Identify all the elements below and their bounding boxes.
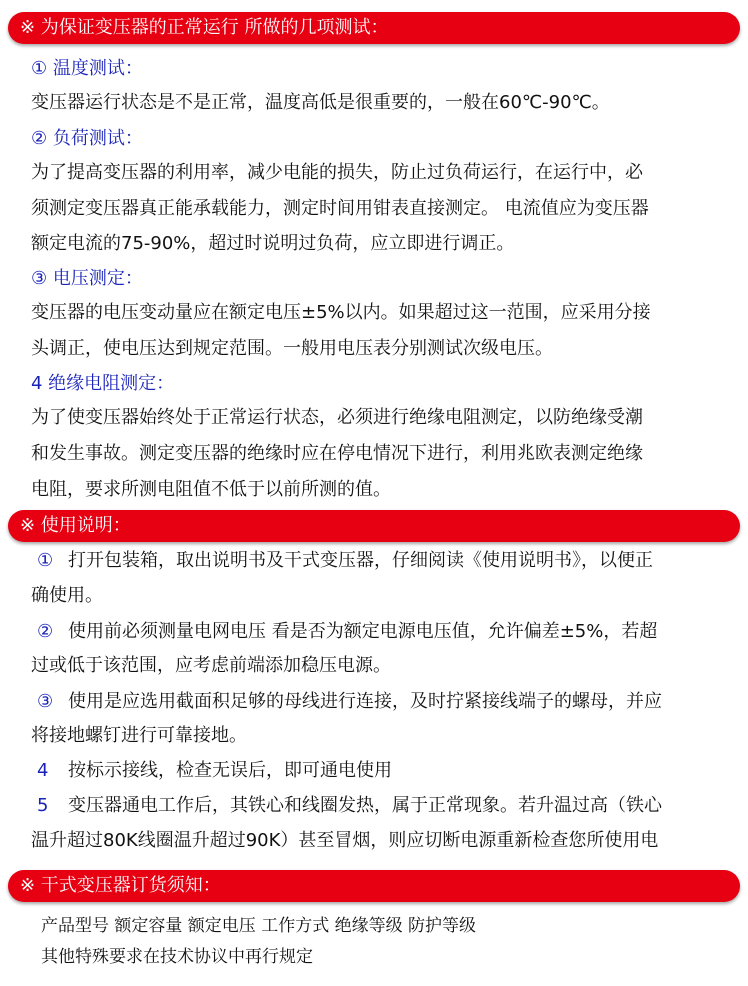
ordering-note: 其他特殊要求在技术协议中再行规定 bbox=[41, 947, 313, 967]
voltage-text-line: 头调正，使电压达到规定范围。一般用电压表分别测试次级电压。 bbox=[31, 338, 553, 359]
ordering-fields: 产品型号 额定容量 额定电压 工作方式 绝缘等级 防护等级 bbox=[41, 916, 477, 936]
insulation-text-line: 和发生事故。测定变压器的绝缘时应在停电情况下进行，利用兆欧表测定绝缘 bbox=[31, 443, 643, 464]
usage-item-text: 使用前必须测量电网电压 看是否为额定电源电压值，允许偏差±5%，若超 bbox=[68, 621, 658, 642]
load-text-line: 为了提高变压器的利用率，减少电能的损失，防止过负荷运行，在运行中，必 bbox=[31, 162, 643, 183]
usage-item-3-cont: 将接地螺钉进行可靠接地。 bbox=[31, 725, 247, 746]
section-banner-ordering: ※ 干式变压器订货须知： bbox=[8, 870, 740, 902]
usage-item-text: 打开包装箱，取出说明书及干式变压器，仔细阅读《使用说明书》，以便正 bbox=[68, 550, 653, 571]
insulation-text-line: 电阻，要求所测电阻值不低于以前所测的值。 bbox=[31, 479, 391, 500]
heading-voltage-test: ③ 电压测定： bbox=[31, 268, 143, 289]
usage-item-text: 变压器通电工作后，其铁心和线圈发热，属于正常现象。若升温过高（铁心 bbox=[68, 795, 662, 816]
usage-item-text: 按标示接线，检查无误后，即可通电使用 bbox=[68, 760, 392, 781]
item-number: ① bbox=[37, 550, 54, 571]
usage-item-5-cont: 温升超过80K线圈温升超过90K）甚至冒烟，则应切断电源重新检查您所使用电 bbox=[31, 830, 659, 851]
usage-item-1 bbox=[37, 547, 653, 575]
item-number: ② bbox=[37, 621, 54, 642]
section-banner-tests: ※ 为保证变压器的正常运行 所做的几项测试： bbox=[8, 12, 740, 44]
usage-item-text: 使用是应选用截面积足够的母线进行连接，及时拧紧接线端子的螺母，并应 bbox=[68, 691, 662, 712]
heading-load-test: ② 负荷测试： bbox=[31, 128, 143, 149]
usage-item-5 bbox=[37, 792, 662, 820]
load-text-line: 额定电流的75-90%，超过时说明过负荷，应立即进行调正。 bbox=[31, 233, 515, 254]
usage-item-2-cont: 过或低于该范围，应考虑前端添加稳压电源。 bbox=[31, 655, 391, 676]
voltage-text-line: 变压器的电压变动量应在额定电压±5%以内。如果超过这一范围，应采用分接 bbox=[31, 302, 651, 323]
item-number: ③ bbox=[37, 691, 54, 712]
item-number: 4 bbox=[37, 760, 49, 781]
section-banner-usage: ※ 使用说明： bbox=[8, 510, 740, 542]
item-number: 5 bbox=[37, 795, 49, 816]
load-text-line: 须测定变压器真正能承载能力，测定时间用钳表直接测定。 电流值应为变压器 bbox=[31, 198, 649, 219]
heading-temperature-test: ① 温度测试： bbox=[31, 58, 143, 79]
usage-item-3 bbox=[37, 688, 662, 716]
insulation-text-line: 为了使变压器始终处于正常运行状态，必须进行绝缘电阻测定，以防绝缘受潮 bbox=[31, 407, 643, 428]
heading-insulation-test: 4 绝缘电阻测定： bbox=[31, 373, 175, 394]
usage-item-1-cont: 确使用。 bbox=[31, 585, 103, 606]
usage-item-4 bbox=[37, 757, 392, 785]
usage-item-2 bbox=[37, 618, 657, 646]
temperature-text: 变压器运行状态是不是正常，温度高低是很重要的，一般在60℃-90℃。 bbox=[31, 92, 610, 113]
